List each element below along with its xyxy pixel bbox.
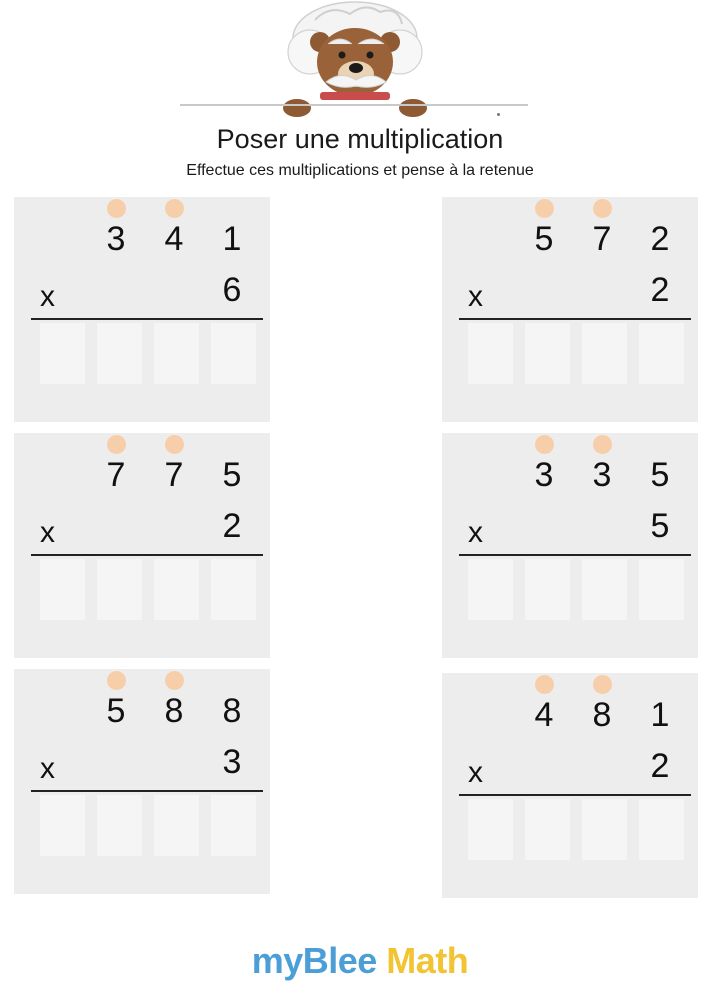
myblee-math-logo xyxy=(0,940,720,982)
answer-box[interactable] xyxy=(582,559,627,620)
result-line xyxy=(31,554,263,556)
answer-box[interactable] xyxy=(639,799,684,860)
multiplier-digit: 2 xyxy=(222,507,242,545)
carry-circle[interactable] xyxy=(593,199,612,218)
answer-box[interactable] xyxy=(639,559,684,620)
answer-box[interactable] xyxy=(40,323,85,384)
bear-mascot-icon xyxy=(280,0,430,118)
result-line xyxy=(459,554,691,556)
multiply-sign: x xyxy=(40,752,55,785)
answer-box[interactable] xyxy=(211,795,256,856)
carry-circle[interactable] xyxy=(535,675,554,694)
answer-box[interactable] xyxy=(525,559,570,620)
result-line xyxy=(31,790,263,792)
digit-hundreds: 3 xyxy=(106,220,126,258)
multiply-sign: x xyxy=(468,516,483,549)
carry-circle[interactable] xyxy=(593,435,612,454)
carry-circle[interactable] xyxy=(535,435,554,454)
answer-box[interactable] xyxy=(97,795,142,856)
carry-circle[interactable] xyxy=(107,435,126,454)
logo-myblee: myBlee xyxy=(251,940,377,981)
answer-box[interactable] xyxy=(582,323,627,384)
decorative-dot xyxy=(497,113,500,116)
multiplication-card xyxy=(14,669,270,894)
digit-tens: 7 xyxy=(164,456,184,494)
multiplier-digit: 2 xyxy=(650,747,670,785)
digit-hundreds: 3 xyxy=(534,456,554,494)
answer-box[interactable] xyxy=(468,323,513,384)
digit-units: 1 xyxy=(222,220,242,258)
answer-box[interactable] xyxy=(40,795,85,856)
multiplier-digit: 6 xyxy=(222,271,242,309)
multiply-sign: x xyxy=(40,280,55,313)
logo-math: Math xyxy=(386,940,469,981)
digit-hundreds: 5 xyxy=(534,220,554,258)
multiplication-card xyxy=(442,673,698,898)
digit-hundreds: 5 xyxy=(106,692,126,730)
answer-box[interactable] xyxy=(40,559,85,620)
answer-box[interactable] xyxy=(525,799,570,860)
digit-units: 8 xyxy=(222,692,242,730)
result-line xyxy=(31,318,263,320)
carry-circle[interactable] xyxy=(535,199,554,218)
digit-tens: 8 xyxy=(592,696,612,734)
answer-box[interactable] xyxy=(211,323,256,384)
answer-box[interactable] xyxy=(525,323,570,384)
multiplication-card xyxy=(14,197,270,422)
digit-tens: 3 xyxy=(592,456,612,494)
carry-circle[interactable] xyxy=(165,435,184,454)
answer-box[interactable] xyxy=(154,795,199,856)
multiplier-digit: 3 xyxy=(222,743,242,781)
result-line xyxy=(459,794,691,796)
digit-units: 2 xyxy=(650,220,670,258)
digit-units: 5 xyxy=(222,456,242,494)
digit-tens: 4 xyxy=(164,220,184,258)
digit-hundreds: 4 xyxy=(534,696,554,734)
result-line xyxy=(459,318,691,320)
digit-hundreds: 7 xyxy=(106,456,126,494)
digit-tens: 8 xyxy=(164,692,184,730)
carry-circle[interactable] xyxy=(165,671,184,690)
answer-box[interactable] xyxy=(154,323,199,384)
page-title: Poser une multiplication xyxy=(216,124,504,154)
multiply-sign: x xyxy=(468,756,483,789)
answer-box[interactable] xyxy=(468,559,513,620)
answer-box[interactable] xyxy=(97,559,142,620)
answer-box[interactable] xyxy=(211,559,256,620)
answer-box[interactable] xyxy=(639,323,684,384)
answer-box[interactable] xyxy=(468,799,513,860)
carry-circle[interactable] xyxy=(593,675,612,694)
multiply-sign: x xyxy=(468,280,483,313)
answer-box[interactable] xyxy=(97,323,142,384)
digit-units: 1 xyxy=(650,696,670,734)
carry-circle[interactable] xyxy=(107,671,126,690)
multiplication-card xyxy=(14,433,270,658)
answer-box[interactable] xyxy=(582,799,627,860)
multiplier-digit: 5 xyxy=(650,507,670,545)
digit-units: 5 xyxy=(650,456,670,494)
multiplication-card xyxy=(442,433,698,658)
carry-circle[interactable] xyxy=(107,199,126,218)
shelf-line xyxy=(180,104,528,106)
carry-circle[interactable] xyxy=(165,199,184,218)
multiplication-card xyxy=(442,197,698,422)
page-subtitle: Effectue ces multiplications et pense à la retenue xyxy=(186,162,534,179)
digit-tens: 7 xyxy=(592,220,612,258)
multiply-sign: x xyxy=(40,516,55,549)
multiplier-digit: 2 xyxy=(650,271,670,309)
answer-box[interactable] xyxy=(154,559,199,620)
